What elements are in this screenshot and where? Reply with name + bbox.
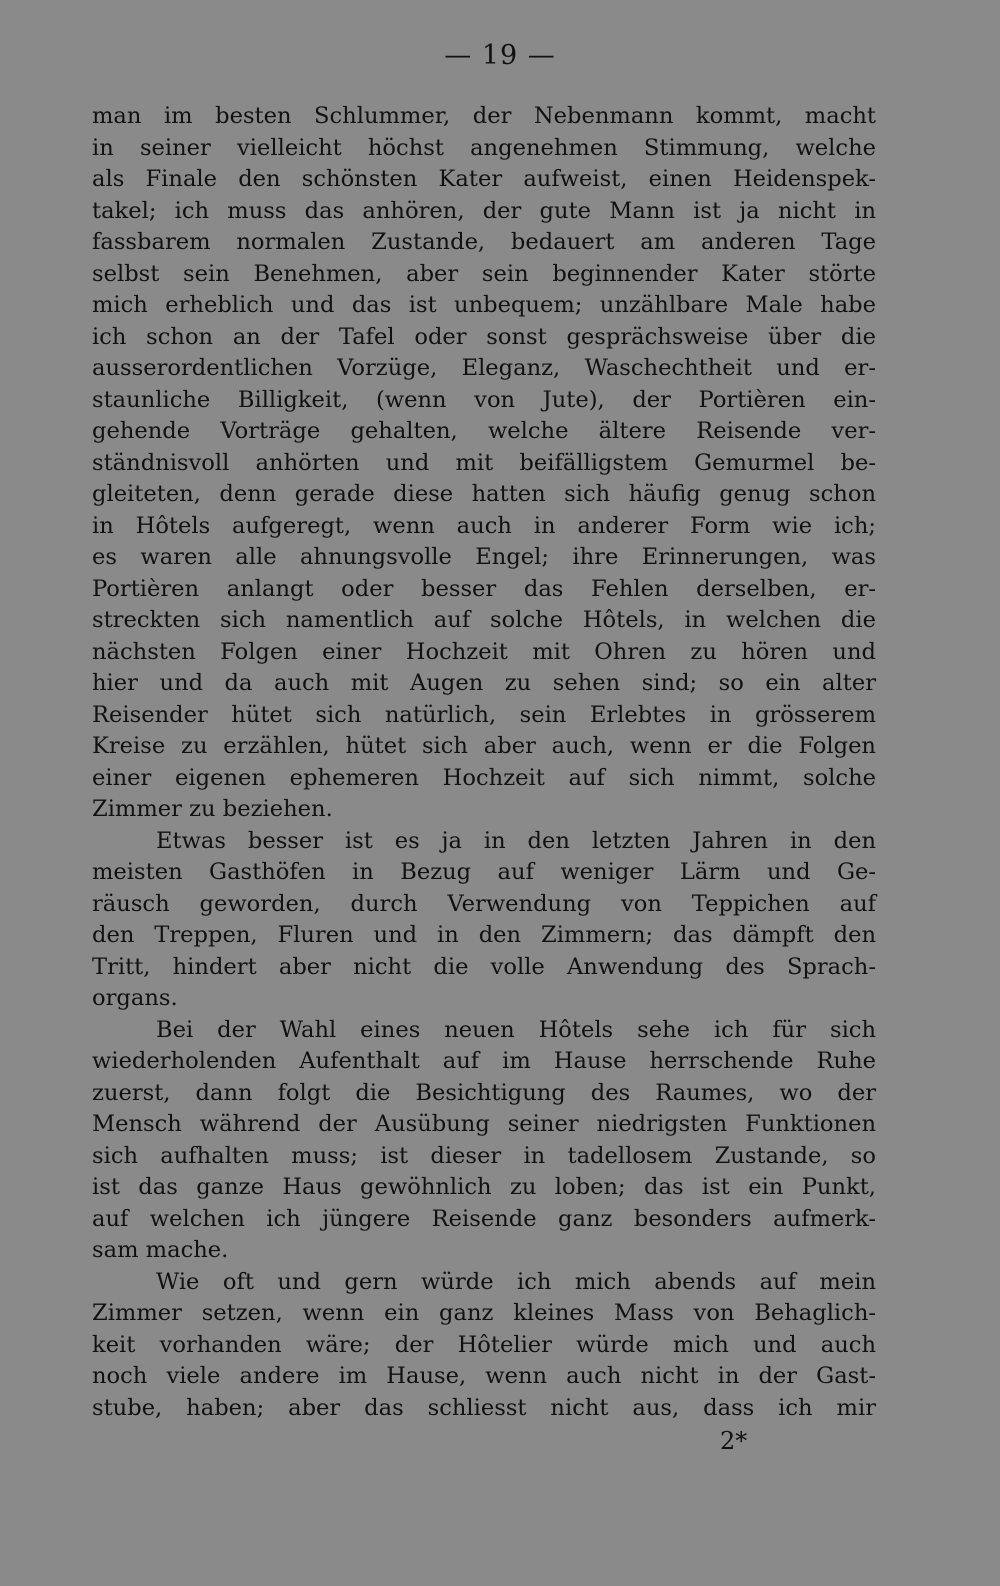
text-line: in Hôtels aufgeregt, wenn auch in anderer Form wie ich; [92, 512, 876, 539]
body-text [92, 101, 876, 1424]
text-line: Mensch während der Ausübung seiner niedrigsten Funktionen [92, 1111, 876, 1137]
text-line: Reisender hütet sich natürlich, sein Erlebtes in grösserem [92, 701, 876, 728]
text-line: nächsten Folgen einer Hochzeit mit Ohren zu hören und [92, 638, 876, 665]
text-line: ist das ganze Haus gewöhnlich zu loben; das ist ein Punkt, [92, 1174, 876, 1200]
text-line: noch viele andere im Hause, wenn auch nicht in der Gast- [92, 1363, 876, 1389]
text-line: Portièren anlangt oder besser das Fehlen derselben, er- [92, 575, 876, 602]
text-line: ständnisvoll anhörten und mit beifälligstem Gemurmel be- [92, 449, 876, 476]
text-line: einer eigenen ephemeren Hochzeit auf sich nimmt, solche [92, 764, 876, 791]
text-line: Zimmer zu beziehen. [92, 796, 333, 822]
text-line: meisten Gasthöfen in Bezug auf weniger Lärm und Ge- [92, 859, 876, 885]
text-line: Zimmer setzen, wenn ein ganz kleines Mass von Behaglich- [92, 1300, 876, 1326]
text-line: Tritt, hindert aber nicht die volle Anwendung des Sprach- [92, 953, 876, 980]
text-line: Etwas besser ist es ja in den letzten Jahren in den [156, 827, 876, 854]
text-line: räusch geworden, durch Verwendung von Teppichen auf [92, 890, 876, 917]
text-line: gleiteten, denn gerade diese hatten sich häufig genug schon [92, 481, 876, 507]
text-line: Wie oft und gern würde ich mich abends auf mein [156, 1268, 876, 1295]
text-line: wiederholenden Aufenthalt auf im Hause herrschende Ruhe [92, 1048, 876, 1074]
text-line: zuerst, dann folgt die Besichtigung des Raumes, wo der [92, 1079, 876, 1106]
signature-mark: 2* [720, 1427, 748, 1455]
text-line: gehende Vorträge gehalten, welche ältere Reisende ver- [92, 418, 876, 444]
text-line: es waren alle ahnungsvolle Engel; ihre Erinnerungen, was [92, 544, 876, 570]
text-line: selbst sein Benehmen, aber sein beginnender Kater störte [92, 260, 876, 287]
text-line: keit vorhanden wäre; der Hôtelier würde mich und auch [92, 1331, 876, 1358]
text-line: mich erheblich und das ist unbequem; unzählbare Male habe [92, 292, 876, 318]
text-line: den Treppen, Fluren und in den Zimmern; das dämpft den [92, 922, 876, 948]
text-line: sich aufhalten muss; ist dieser in tadellosem Zustande, so [92, 1142, 876, 1169]
text-line: ich schon an der Tafel oder sonst gesprächsweise über die [92, 323, 876, 350]
text-line: in seiner vielleicht höchst angenehmen Stimmung, welche [92, 134, 876, 161]
text-line: sam mache. [92, 1237, 229, 1263]
text-line: stube, haben; aber das schliesst nicht aus, dass ich mir [92, 1394, 876, 1421]
text-line: als Finale den schönsten Kater aufweist, einen Heidenspek- [92, 166, 876, 192]
page-number: — 19 — [444, 40, 556, 71]
text-line: takel; ich muss das anhören, der gute Mann ist ja nicht in [92, 197, 876, 224]
text-line: man im besten Schlummer, der Nebenmann kommt, macht [92, 103, 876, 129]
text-line: auf welchen ich jüngere Reisende ganz besonders aufmerk- [92, 1205, 876, 1232]
text-line: staunliche Billigkeit, (wenn von Jute), der Portièren ein- [92, 386, 876, 413]
text-line: Bei der Wahl eines neuen Hôtels sehe ich für sich [156, 1016, 876, 1043]
text-line: fassbarem normalen Zustande, bedauert am anderen Tage [92, 229, 876, 255]
text-line: organs. [92, 985, 178, 1011]
text-line: Kreise zu erzählen, hütet sich aber auch, wenn er die Folgen [92, 733, 876, 759]
text-line: hier und da auch mit Augen zu sehen sind; so ein alter [92, 670, 876, 696]
text-line: ausserordentlichen Vorzüge, Eleganz, Waschechtheit und er- [92, 355, 876, 381]
text-line: streckten sich namentlich auf solche Hôtels, in welchen die [92, 607, 876, 633]
